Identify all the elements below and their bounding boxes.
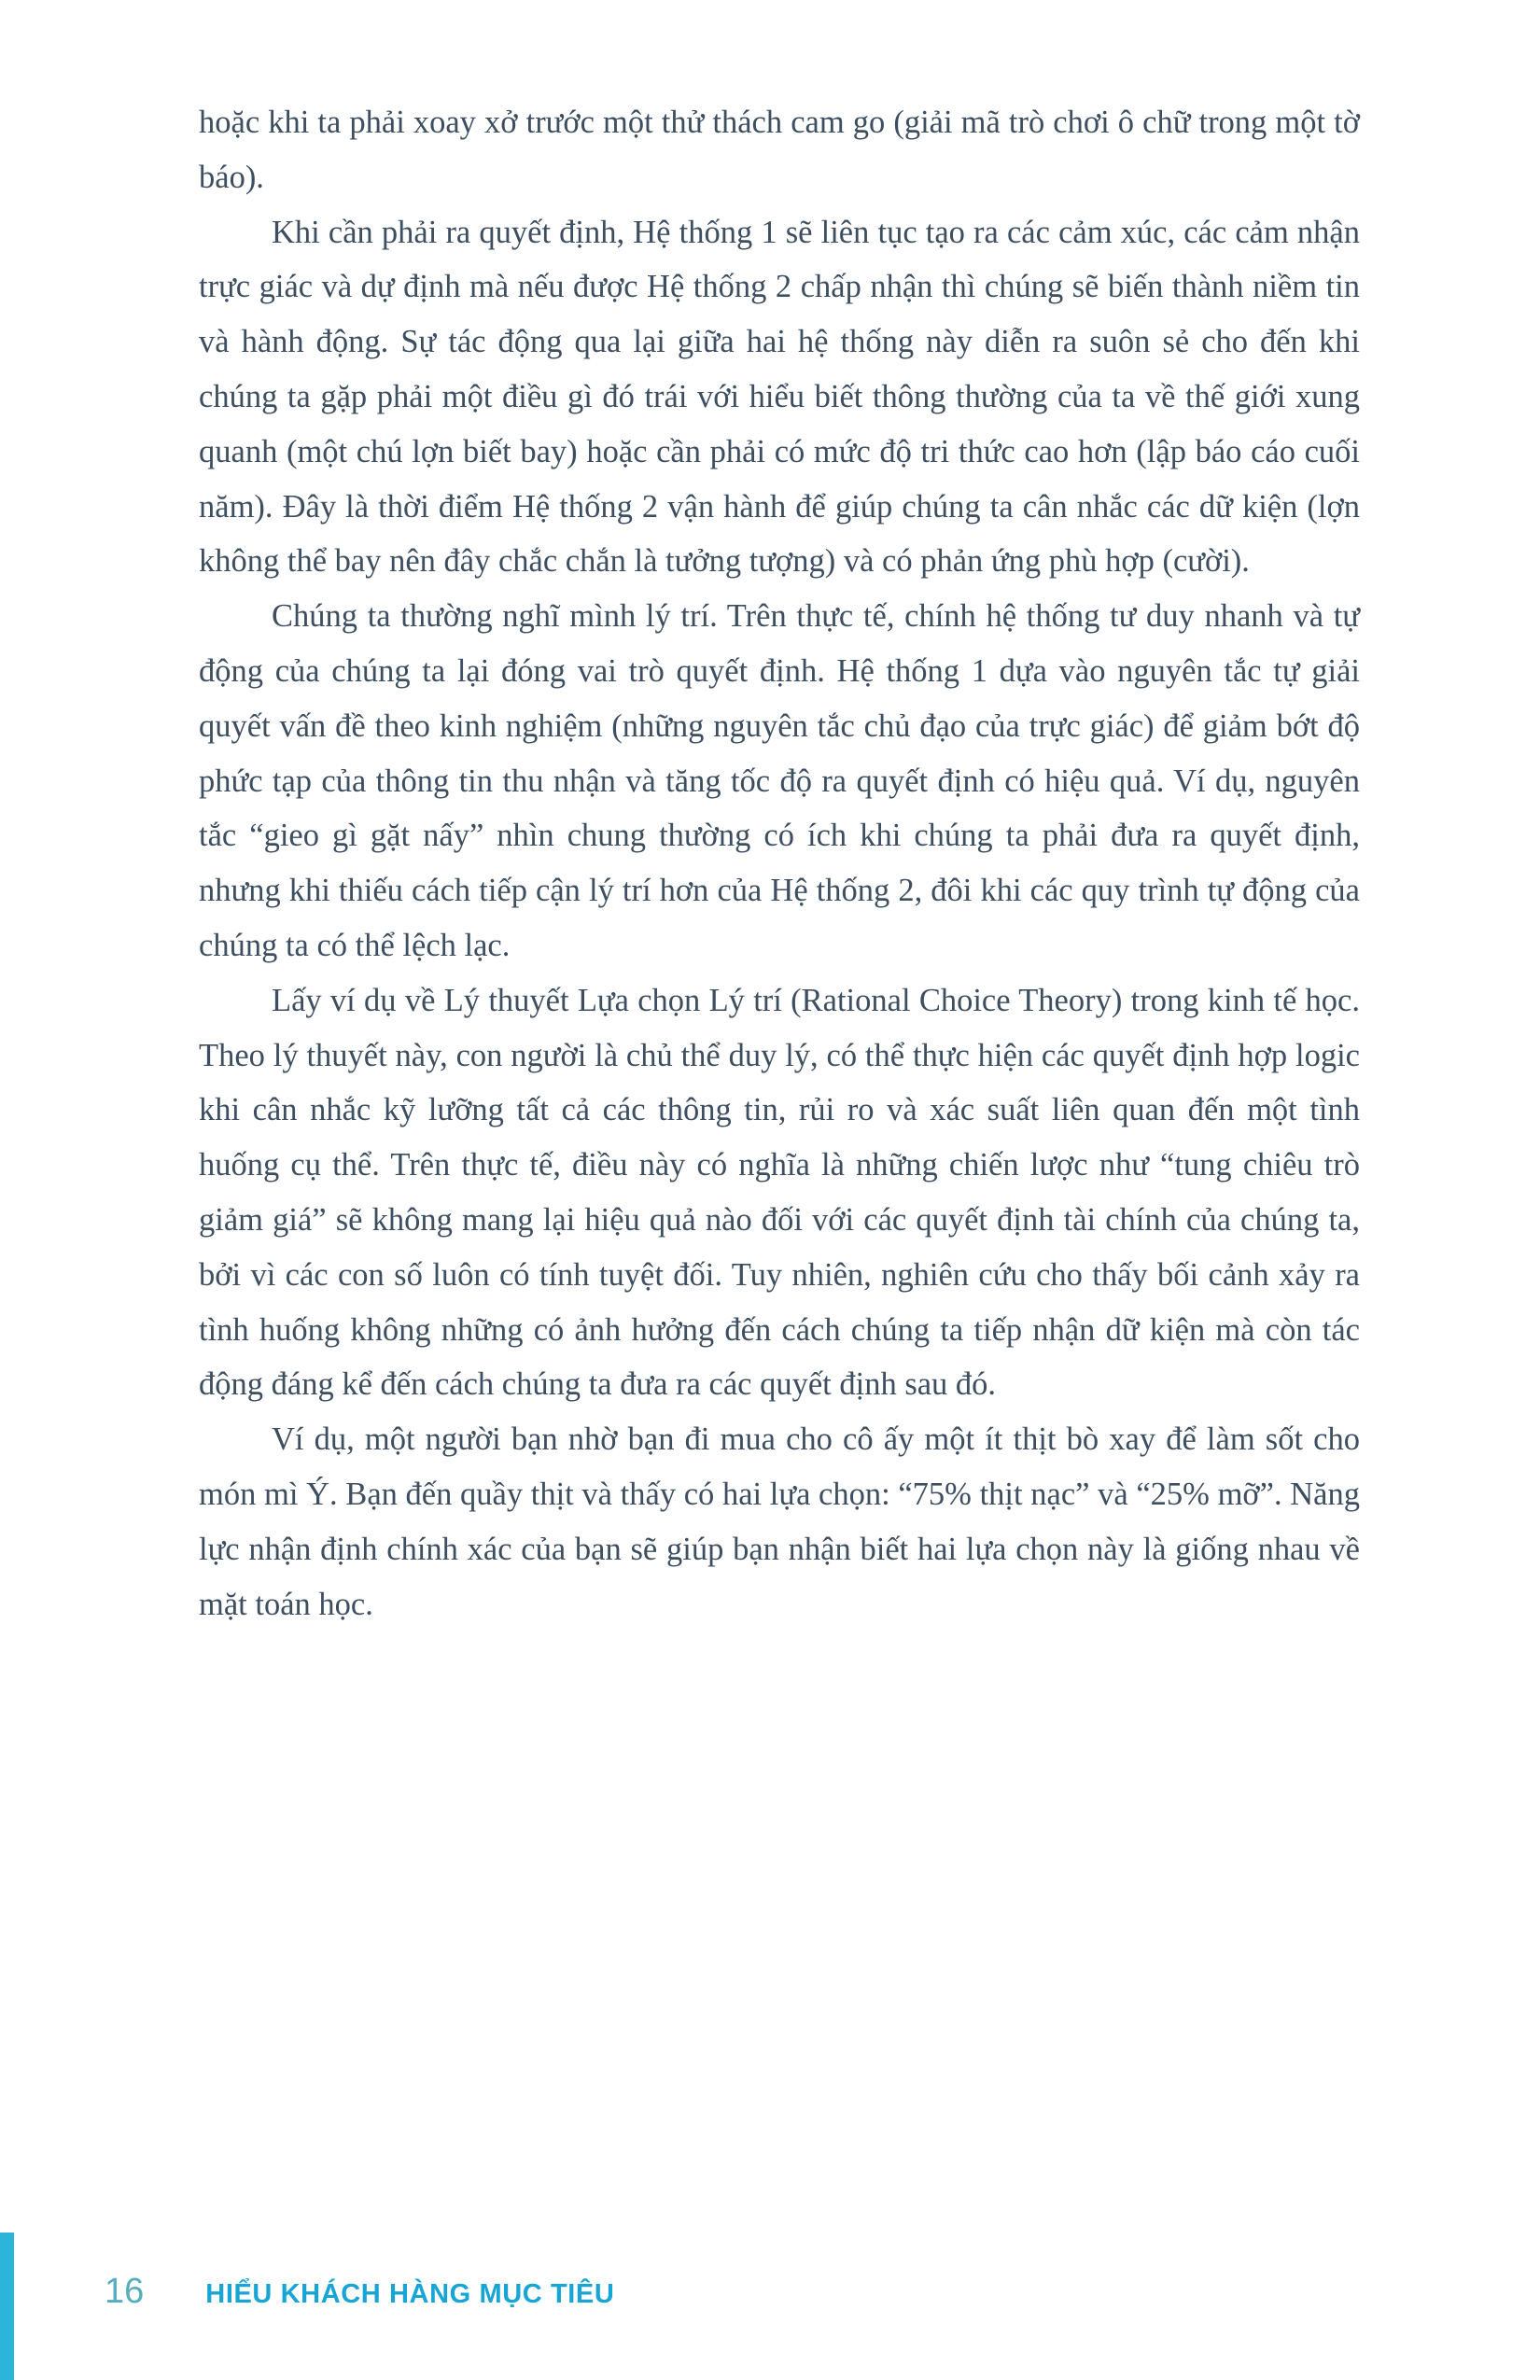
page-edge-accent-bar [0, 2233, 14, 2380]
paragraph: Chúng ta thường nghĩ mình lý trí. Trên thực tế, chính hệ thống tư duy nhanh và tự động của chúng ta lại đóng vai trò quyết định. Hệ thống 1 dựa vào nguyên tắc tự giải quyết vấn đề theo kinh nghiệm (những nguyên tắc chủ đạo của trực giác) để giảm bớt độ phức tạp của thông tin thu nhận và tăng tốc độ ra quyết định có hiệu quả. Ví dụ, nguyên tắc “gieo gì gặt nấy” nhìn chung thường có ích khi chúng ta phải đưa ra quyết định, nhưng khi thiếu cách tiếp cận lý trí hơn của Hệ thống 2, đôi khi các quy trình tự động của chúng ta có thể lệch lạc. [199, 598, 1360, 963]
paragraph: Ví dụ, một người bạn nhờ bạn đi mua cho cô ấy một ít thịt bò xay để làm sốt cho món mì Ý. Bạn đến quầy thịt và thấy có hai lựa chọn: “75% thịt nạc” và “25% mỡ”. Năng lực nhận định chính xác của bạn sẽ giúp bạn nhận biết hai lựa chọn này là giống nhau về mặt toán học. [199, 1421, 1360, 1622]
chapter-title: HIỂU KHÁCH HÀNG MỤC TIÊU [205, 2279, 615, 2309]
paragraph: Khi cần phải ra quyết định, Hệ thống 1 sẽ liên tục tạo ra các cảm xúc, các cảm nhận trực giác và dự định mà nếu được Hệ thống 2 chấp nhận thì chúng sẽ biến thành niềm tin và hành động. Sự tác động qua lại giữa hai hệ thống này diễn ra suôn sẻ cho đến khi chúng ta gặp phải một điều gì đó trái với hiểu biết thông thường của ta về thế giới xung quanh (một chú lợn biết bay) hoặc cần phải có mức độ tri thức cao hơn (lập báo cáo cuối năm). Đây là thời điểm Hệ thống 2 vận hành để giúp chúng ta cân nhắc các dữ kiện (lợn không thể bay nên đây chắc chắn là tưởng tượng) và có phản ứng phù hợp (cười). [199, 214, 1360, 580]
paragraph: hoặc khi ta phải xoay xở trước một thử thách cam go (giải mã trò chơi ô chữ trong một tờ báo). [199, 105, 1360, 195]
page-footer [105, 2272, 1360, 2312]
body-text [199, 95, 1360, 1631]
page-number: 16 [105, 2272, 145, 2311]
paragraph: Lấy ví dụ về Lý thuyết Lựa chọn Lý trí (Rational Choice Theory) trong kinh tế học. Theo lý thuyết này, con người là chủ thể duy lý, có thể thực hiện các quyết định hợp logic khi cân nhắc kỹ lưỡng tất cả các thông tin, rủi ro và xác suất liên quan đến một tình huống cụ thể. Trên thực tế, điều này có nghĩa là những chiến lược như “tung chiêu trò giảm giá” sẽ không mang lại hiệu quả nào đối với các quyết định tài chính của chúng ta, bởi vì các con số luôn có tính tuyệt đối. Tuy nhiên, nghiên cứu cho thấy bối cảnh xảy ra tình huống không những có ảnh hưởng đến cách chúng ta tiếp nhận dữ kiện mà còn tác động đáng kể đến cách chúng ta đưa ra các quyết định sau đó. [199, 982, 1360, 1403]
